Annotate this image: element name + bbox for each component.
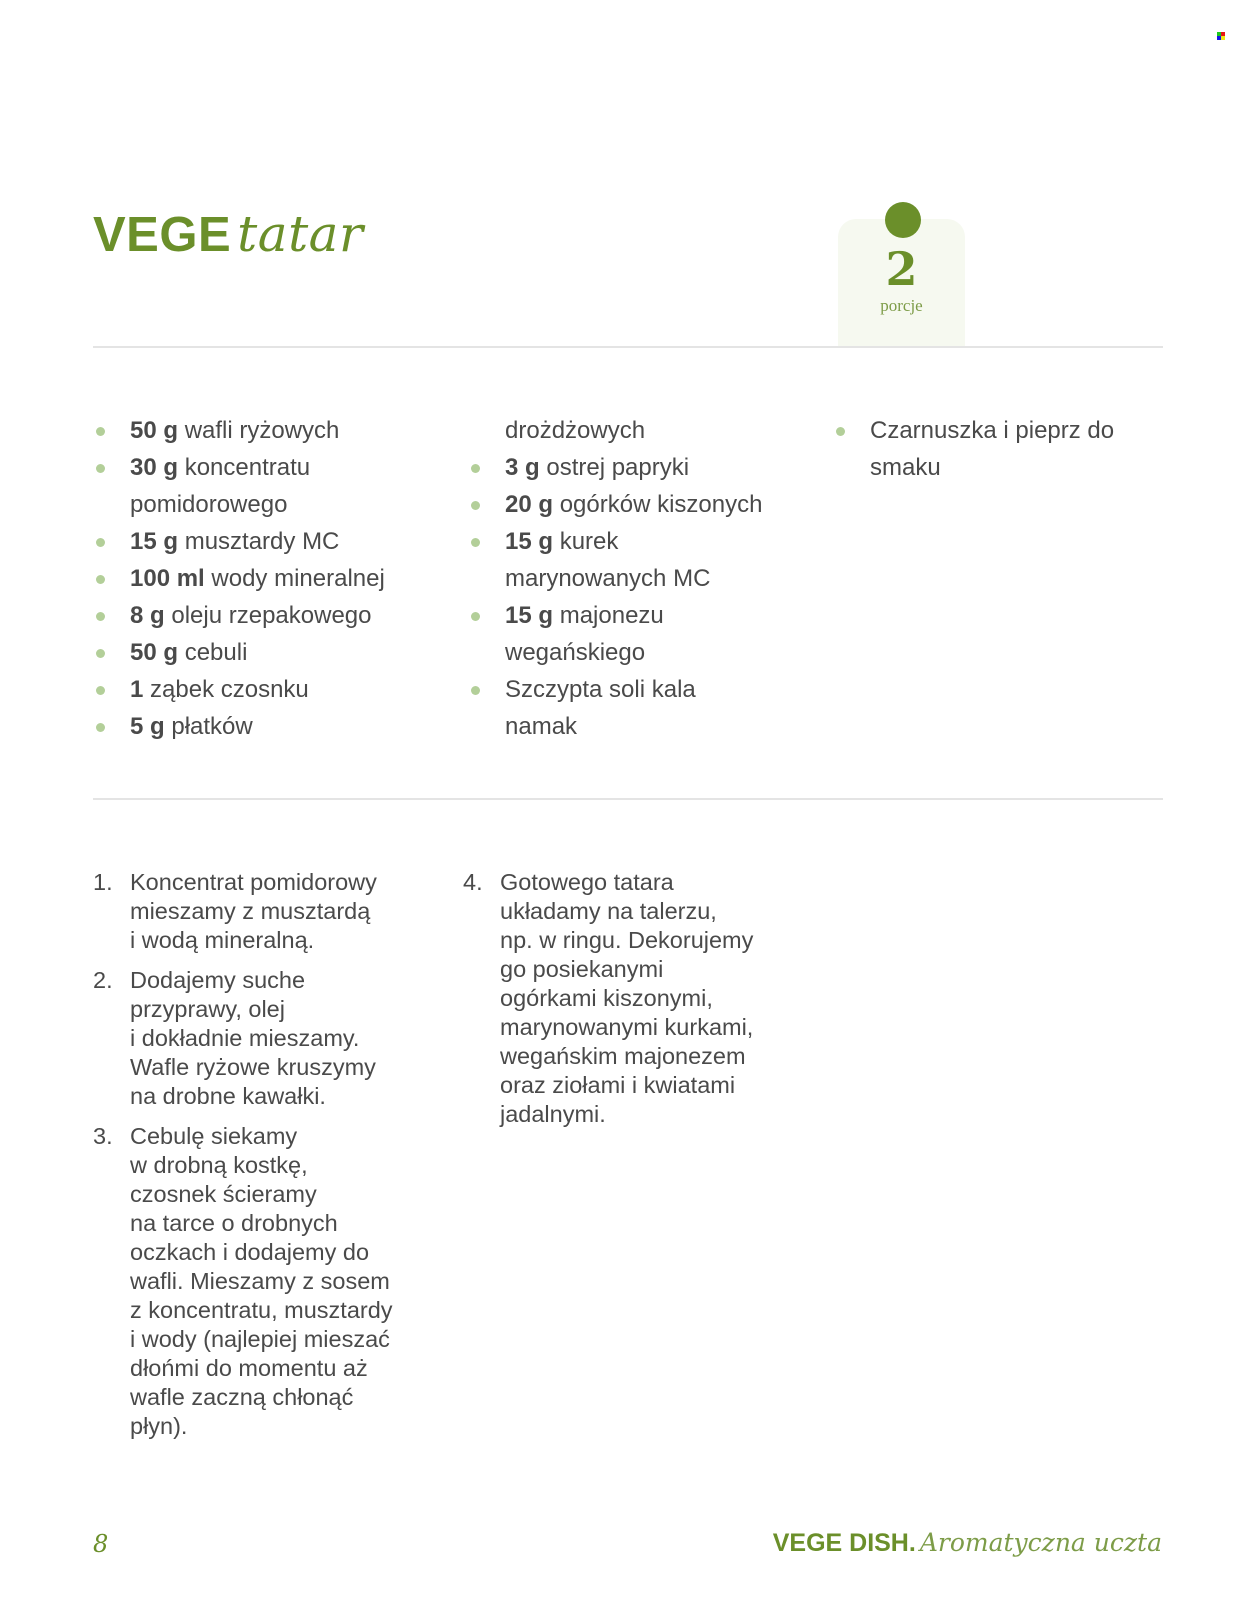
bullet-icon — [471, 686, 480, 695]
step-number: 2. — [93, 967, 113, 993]
title-script: tatar — [237, 205, 364, 263]
step-text-line: Wafle ryżowe kruszymy — [130, 1054, 376, 1080]
bullet-icon — [836, 427, 845, 436]
ingredient-name: ogórków kiszonych — [553, 491, 763, 518]
step-item — [93, 1122, 393, 1441]
step-text-line: przyprawy, olej — [130, 996, 285, 1022]
portion-dot-icon — [885, 202, 921, 238]
ingredient-continuation: namak — [505, 713, 578, 740]
ingredient-name: koncentratu — [178, 454, 311, 481]
bullet-icon — [96, 686, 105, 695]
ingredient-quantity: 50 g — [130, 639, 179, 666]
step-text-line: Koncentrat pomidorowy — [130, 869, 377, 895]
ingredient-item — [93, 523, 385, 560]
ingredient-item — [93, 708, 385, 745]
step-text-line: na drobne kawałki. — [130, 1083, 326, 1109]
step-text-line: czosnek ścieramy — [130, 1181, 317, 1207]
ingredient-name: musztardy MC — [178, 528, 340, 555]
bullet-icon — [96, 612, 105, 621]
ingredient-name: cebuli — [178, 639, 248, 666]
divider-middle — [93, 798, 1163, 800]
ingredient-quantity: 15 g — [130, 528, 179, 555]
step-text-line: Dodajemy suche — [130, 967, 306, 993]
ingredient-quantity: 30 g — [130, 454, 179, 481]
ingredient-item — [468, 523, 762, 560]
step-text-line: marynowanymi kurkami, — [500, 1014, 754, 1040]
ingredient-name: oleju rzepakowego — [164, 602, 372, 629]
step-text-line: jadalnymi. — [500, 1101, 606, 1127]
bullet-icon — [96, 575, 105, 584]
ingredient-quantity: 15 g — [505, 602, 554, 629]
ingredient-name: płatków — [164, 713, 253, 740]
bullet-icon — [96, 538, 105, 547]
color-calibration-marker-icon — [1217, 32, 1225, 40]
step-text-line: i wody (najlepiej mieszać — [130, 1326, 390, 1352]
step-text-line: wafli. Mieszamy z sosem — [130, 1268, 390, 1294]
ingredient-continuation: pomidorowego — [130, 491, 288, 518]
portions-label: porcje — [880, 296, 923, 315]
marker-yellow — [1221, 36, 1225, 40]
bullet-icon — [471, 538, 480, 547]
bullet-icon — [96, 649, 105, 658]
step-text-line: oczkach i dodajemy do — [130, 1239, 370, 1265]
ingredient-name: Czarnuszka i pieprz do — [870, 417, 1115, 444]
ingredient-item — [93, 449, 385, 486]
step-text-line: go posiekanymi — [500, 956, 664, 982]
ingredient-quantity: 50 g — [130, 417, 179, 444]
ingredient-quantity: 100 ml — [130, 565, 205, 592]
ingredient-continuation: wegańskiego — [505, 639, 646, 666]
ingredient-quantity: 3 g — [505, 454, 540, 481]
ingredients-column-3 — [833, 412, 1114, 486]
ingredient-name: wafli ryżowych — [178, 417, 340, 444]
ingredients-column-2 — [468, 412, 762, 745]
ingredient-name: wody mineralnej — [204, 565, 385, 592]
ingredient-item — [93, 634, 385, 671]
step-text-line: i dokładnie mieszamy. — [130, 1025, 360, 1051]
steps-column-1 — [93, 868, 393, 1452]
bullet-icon — [96, 464, 105, 473]
step-text-line: np. w ringu. Dekorujemy — [500, 927, 754, 953]
ingredient-item — [468, 449, 762, 486]
step-text-line: w drobną kostkę, — [130, 1152, 308, 1178]
footer-brand-script: Aromatyczna uczta — [919, 1528, 1162, 1557]
step-text-line: wafle zaczną chłonąć — [130, 1384, 354, 1410]
step-text-line: i wodą mineralną. — [130, 927, 315, 953]
ingredient-quantity: 8 g — [130, 602, 165, 629]
step-text-line: wegańskim majonezem — [500, 1043, 746, 1069]
ingredient-quantity: 15 g — [505, 528, 554, 555]
ingredient-name: kurek — [553, 528, 619, 555]
portions-count: 2 — [885, 242, 918, 296]
step-text-line: Gotowego tatara — [500, 869, 674, 895]
ingredient-item — [93, 412, 385, 449]
step-text-line: Cebulę siekamy — [130, 1123, 298, 1149]
ingredient-item — [93, 671, 385, 708]
footer-brand-bold: VEGE DISH. — [772, 1529, 916, 1557]
step-item — [93, 966, 393, 1111]
title-bold: VEGE — [93, 208, 232, 262]
step-text-line: mieszamy z musztardą — [130, 898, 371, 924]
step-text-line: z koncentratu, musztardy — [130, 1297, 393, 1323]
ingredients-column-1 — [93, 412, 385, 745]
ingredient-item — [468, 486, 762, 523]
page-title — [93, 205, 363, 263]
step-text-line: ogórkami kiszonymi, — [500, 985, 713, 1011]
bullet-icon — [96, 427, 105, 436]
ingredient-item — [833, 412, 1114, 449]
step-text-line: na tarce o drobnych — [130, 1210, 338, 1236]
ingredient-continuation: drożdżowych — [505, 417, 646, 444]
step-text-line: układamy na talerzu, — [500, 898, 717, 924]
step-text-line: płyn). — [130, 1413, 188, 1439]
ingredient-quantity: 20 g — [505, 491, 554, 518]
step-item — [93, 868, 393, 955]
ingredient-quantity: 5 g — [130, 713, 165, 740]
portions-badge — [838, 219, 965, 347]
ingredient-item — [93, 597, 385, 634]
bullet-icon — [471, 464, 480, 473]
step-item — [463, 868, 753, 1129]
ingredient-continuation: marynowanych MC — [505, 565, 711, 592]
bullet-icon — [471, 501, 480, 510]
bullet-icon — [471, 612, 480, 621]
ingredient-quantity: 1 — [130, 676, 144, 703]
ingredient-name: ostrej papryki — [539, 454, 690, 481]
step-number: 3. — [93, 1123, 113, 1149]
footer-brand — [773, 1528, 1162, 1558]
ingredient-item — [93, 560, 385, 597]
ingredient-continuation: smaku — [870, 454, 941, 481]
step-number: 1. — [93, 869, 113, 895]
step-number: 4. — [463, 869, 483, 895]
ingredient-item — [468, 597, 762, 634]
steps-column-2 — [463, 868, 753, 1140]
divider-top — [93, 346, 1163, 348]
ingredient-name: ząbek czosnku — [143, 676, 309, 703]
ingredient-name: Szczypta soli kala — [505, 676, 696, 703]
step-text-line: dłońmi do momentu aż — [130, 1355, 368, 1381]
step-text-line: oraz ziołami i kwiatami — [500, 1072, 736, 1098]
ingredient-name: majonezu — [553, 602, 664, 629]
bullet-icon — [96, 723, 105, 732]
page-number: 8 — [93, 1530, 109, 1558]
ingredient-item — [468, 671, 762, 708]
